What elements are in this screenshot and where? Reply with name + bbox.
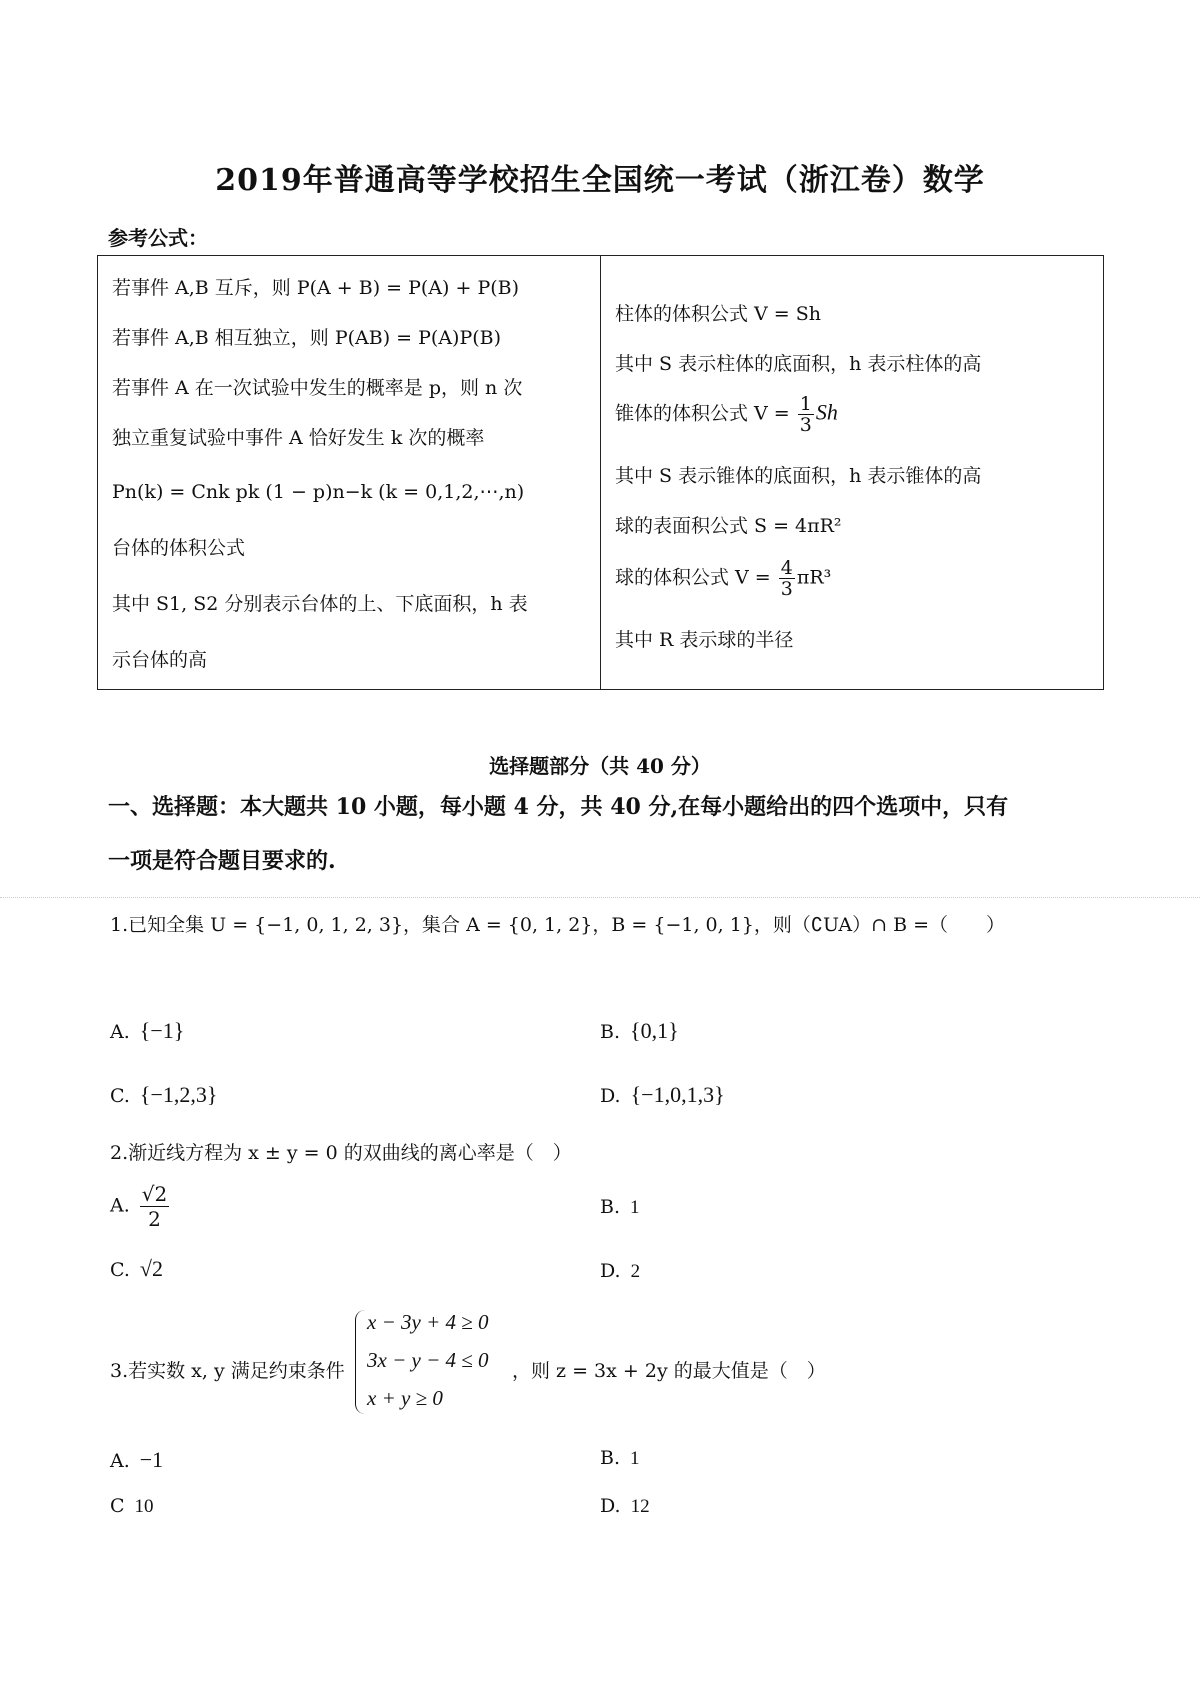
formula-line: Pn(k) = Cnk pk (1 − p)n−k (k = 0,1,2,⋯,n) — [112, 481, 525, 503]
formula-text: 锥体的体积公式 V = — [615, 402, 796, 425]
option-value: 1 — [630, 1448, 640, 1469]
q2-option-a[interactable] — [110, 1182, 171, 1231]
formula-line: 球的表面积公式 S = 4πR² — [615, 515, 842, 537]
q2-option-b[interactable] — [600, 1196, 640, 1219]
q3-option-c[interactable] — [110, 1495, 154, 1518]
option-value: 10 — [134, 1496, 154, 1517]
formula-line: 其中 R 表示球的半径 — [615, 629, 794, 651]
formula-line: 独立重复试验中事件 A 恰好发生 k 次的概率 — [112, 427, 485, 449]
option-label: C. — [110, 1259, 130, 1281]
reference-formula-table — [97, 255, 1104, 690]
formula-line: 其中 S1, S2 分别表示台体的上、下底面积，h 表 — [112, 593, 528, 615]
page-title: 2019年普通高等学校招生全国统一考试（浙江卷）数学 — [215, 163, 985, 198]
q1-option-d[interactable] — [600, 1082, 725, 1108]
option-label: A. — [110, 1194, 130, 1217]
q3-option-b[interactable] — [600, 1447, 640, 1470]
formula-line: 示台体的高 — [112, 649, 208, 671]
option-label: C — [110, 1495, 125, 1517]
formula-text: πR³ — [796, 566, 832, 589]
fraction — [798, 394, 814, 435]
question-2-stem: 2.渐近线方程为 x ± y = 0 的双曲线的离心率是（ ） — [110, 1142, 572, 1164]
constraint-line: x − 3y + 4 ≥ 0 — [367, 1310, 489, 1334]
option-value: 12 — [630, 1496, 650, 1517]
instructions-line: 一、选择题：本大题共 10 小题，每小题 4 分，共 40 分,在每小题给出的四个选项中，只有 — [108, 794, 1009, 820]
fraction-numerator: 1 — [799, 393, 812, 415]
option-label: B. — [600, 1447, 621, 1469]
fraction — [140, 1182, 169, 1231]
formula-line: 若事件 A,B 互斥，则 P(A + B) = P(A) + P(B) — [112, 277, 520, 299]
constraint-line: x + y ≥ 0 — [367, 1386, 443, 1410]
formula-line: 其中 S 表示柱体的底面积，h 表示柱体的高 — [615, 353, 982, 375]
question-3-stem-suffix: ，则 z = 3x + 2y 的最大值是（ ） — [512, 1360, 826, 1382]
option-label: C. — [110, 1085, 130, 1107]
reference-formula-label: 参考公式： — [108, 226, 208, 250]
option-value: {0,1} — [630, 1018, 679, 1043]
option-label: A. — [110, 1021, 130, 1043]
option-value: 2 — [630, 1261, 641, 1282]
fraction-denominator: 2 — [148, 1207, 161, 1231]
question-1-stem: 1.已知全集 U = {−1, 0, 1, 2, 3}，集合 A = {0, 1, 2}，B = {−1, 0, 1}，则（∁UA）∩ B =（ ） — [110, 914, 1005, 936]
question-3-stem-prefix: 3.若实数 x, y 满足约束条件 — [110, 1360, 345, 1382]
formula-column-left — [98, 256, 601, 689]
option-label: D. — [600, 1495, 621, 1517]
formula-text: 球的体积公式 V = — [615, 566, 777, 589]
option-label: D. — [600, 1085, 621, 1107]
brace-icon — [355, 1310, 366, 1414]
q1-option-a[interactable] — [110, 1018, 184, 1044]
q3-option-a[interactable] — [110, 1447, 163, 1473]
option-label: A. — [110, 1450, 130, 1472]
constraint-system — [355, 1310, 515, 1420]
option-value: √2 — [139, 1256, 163, 1281]
option-value: {−1} — [139, 1018, 185, 1043]
formula-line: 台体的体积公式 — [112, 537, 246, 559]
option-label: B. — [600, 1196, 621, 1218]
formula-line: 若事件 A,B 相互独立，则 P(AB) = P(A)P(B) — [112, 327, 502, 349]
fraction — [779, 558, 795, 599]
option-label: D. — [600, 1260, 621, 1282]
option-value: 1 — [630, 1197, 640, 1218]
option-value: −1 — [139, 1447, 164, 1472]
option-label: B. — [600, 1021, 621, 1043]
q1-option-b[interactable] — [600, 1018, 679, 1044]
q2-option-c[interactable] — [110, 1256, 163, 1282]
q1-option-c[interactable] — [110, 1082, 217, 1108]
instructions-line: 一项是符合题目要求的. — [108, 848, 336, 874]
formula-column-right — [601, 256, 1103, 689]
fraction-numerator: 4 — [780, 557, 793, 579]
option-value: {−1,0,1,3} — [630, 1082, 725, 1107]
formula-text: Sh — [815, 399, 838, 425]
formula-line: 柱体的体积公式 V = Sh — [615, 303, 822, 325]
fraction-denominator: 3 — [799, 414, 812, 436]
q2-option-d[interactable] — [600, 1260, 640, 1283]
option-value: {−1,2,3} — [139, 1082, 218, 1107]
section-title: 选择题部分（共 40 分） — [489, 754, 711, 778]
formula-line — [615, 394, 838, 435]
fraction-denominator: 3 — [780, 578, 793, 600]
formula-line: 若事件 A 在一次试验中发生的概率是 p，则 n 次 — [112, 377, 523, 399]
divider — [0, 897, 1200, 898]
formula-line — [615, 558, 831, 599]
formula-line: 其中 S 表示锥体的底面积，h 表示锥体的高 — [615, 465, 982, 487]
q3-option-d[interactable] — [600, 1495, 650, 1518]
constraint-line: 3x − y − 4 ≤ 0 — [367, 1348, 489, 1372]
fraction-numerator: √2 — [141, 1182, 168, 1206]
